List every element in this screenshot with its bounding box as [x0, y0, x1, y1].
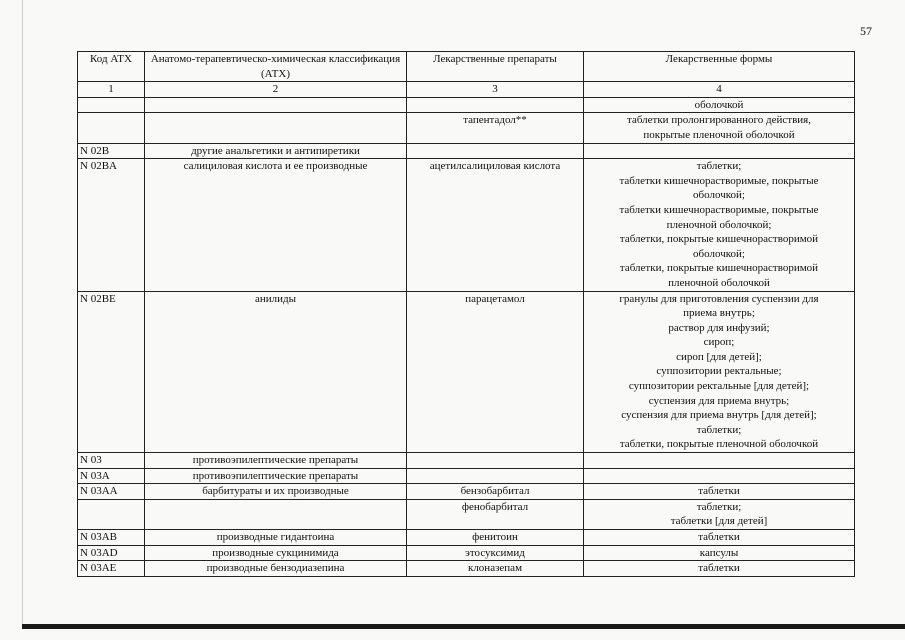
dosage-form-line: таблетки, покрытые кишечнорастворимой	[619, 233, 819, 246]
dosage-forms-cell	[584, 499, 855, 529]
classification-cell: производные гидантоина	[145, 530, 407, 546]
dosage-form-line: таблетки, покрытые пленочной оболочкой	[619, 438, 819, 451]
dosage-form-line: приема внутрь;	[683, 307, 755, 320]
drug-cell: бензобарбитал	[407, 484, 584, 500]
drug-cell: тапентадол**	[407, 113, 584, 143]
dosage-form-line: капсулы	[699, 546, 739, 559]
table-row	[78, 159, 855, 291]
atx-code-cell	[78, 113, 145, 143]
dosage-form-line: таблетки [для детей]	[670, 515, 768, 528]
header-drugs: Лекарственные препараты	[407, 52, 584, 82]
header-atx-code: Код АТХ	[78, 52, 145, 82]
table-row	[78, 499, 855, 529]
dosage-form-line: сироп [для детей];	[676, 350, 762, 363]
atx-code-cell: N 03AD	[78, 545, 145, 561]
classification-cell: противоэпилептические препараты	[145, 468, 407, 484]
drug-cell: фенобарбитал	[407, 499, 584, 529]
drug-cell: фенитоин	[407, 530, 584, 546]
dosage-form-line: покрытые пленочной оболочкой	[643, 128, 795, 141]
table-row	[78, 545, 855, 561]
drug-cell: ацетилсалициловая кислота	[407, 159, 584, 291]
table-row	[78, 530, 855, 546]
dosage-forms-cell	[584, 530, 855, 546]
table-row	[78, 468, 855, 484]
dosage-forms-cell	[584, 453, 855, 469]
drug-cell: этосуксимид	[407, 545, 584, 561]
dosage-form-line: таблетки;	[696, 500, 742, 513]
dosage-forms-cell	[584, 97, 855, 113]
classification-cell: производные сукцинимида	[145, 545, 407, 561]
dosage-form-line: раствор для инфузий;	[668, 321, 770, 334]
table-row	[78, 561, 855, 577]
page-number: 57	[860, 24, 872, 38]
atx-code-cell: N 03AE	[78, 561, 145, 577]
column-number: 2	[145, 82, 407, 98]
atx-code-cell: N 03	[78, 453, 145, 469]
dosage-forms-cell	[584, 545, 855, 561]
dosage-forms-cell	[584, 159, 855, 291]
dosage-forms-cell	[584, 291, 855, 453]
table-row	[78, 113, 855, 143]
dosage-forms-cell	[584, 113, 855, 143]
drug-cell	[407, 97, 584, 113]
classification-cell: противоэпилептические препараты	[145, 453, 407, 469]
classification-cell	[145, 499, 407, 529]
dosage-form-line: таблетки, покрытые кишечнорастворимой	[619, 262, 819, 275]
classification-cell: салициловая кислота и ее производные	[145, 159, 407, 291]
dosage-form-line: суспензия для приема внутрь;	[648, 394, 790, 407]
dosage-form-line: оболочкой;	[693, 189, 745, 202]
dosage-form-line: таблетки	[698, 531, 740, 543]
dosage-form-line: суппозитории ректальные [для детей];	[628, 380, 810, 393]
dosage-form-line: гранулы для приготовления суспензии для	[619, 292, 819, 305]
dosage-form-line: суспензия для приема внутрь [для детей];	[621, 409, 817, 422]
dosage-forms-cell	[584, 484, 855, 500]
classification-cell: барбитураты и их производные	[145, 484, 407, 500]
dosage-forms-cell	[584, 468, 855, 484]
atx-code-cell: N 03A	[78, 468, 145, 484]
classification-cell: другие анальгетики и антипиретики	[145, 143, 407, 159]
table-header-row	[78, 52, 855, 82]
classification-cell: анилиды	[145, 291, 407, 453]
atx-drug-table	[77, 51, 855, 577]
dosage-form-line: таблетки;	[696, 423, 742, 436]
dosage-forms-cell	[584, 561, 855, 577]
table-row	[78, 291, 855, 453]
scan-left-edge	[22, 0, 23, 629]
atx-code-cell	[78, 499, 145, 529]
column-number: 1	[78, 82, 145, 98]
atx-code-cell: N 03AA	[78, 484, 145, 500]
dosage-form-line: таблетки	[698, 562, 740, 575]
drug-cell: клоназепам	[407, 561, 584, 577]
column-number-row	[78, 82, 855, 98]
table-row	[78, 453, 855, 469]
atx-code-cell	[78, 97, 145, 113]
header-dosage-forms: Лекарственные формы	[584, 52, 855, 82]
atx-code-cell: N 02B	[78, 143, 145, 159]
dosage-form-line: таблетки;	[696, 160, 742, 173]
column-number: 4	[584, 82, 855, 98]
table-row	[78, 143, 855, 159]
drug-cell	[407, 468, 584, 484]
classification-cell	[145, 113, 407, 143]
dosage-form-line: пленочной оболочкой	[668, 276, 770, 289]
classification-cell: производные бензодиазепина	[145, 561, 407, 577]
dosage-form-line: оболочкой	[694, 98, 744, 111]
atx-code-cell: N 02BA	[78, 159, 145, 291]
dosage-form-line: суппозитории ректальные;	[656, 365, 782, 378]
table-row	[78, 484, 855, 500]
header-classification: Анатомо-терапевтическо-химическая классификация (АТХ)	[145, 52, 407, 82]
dosage-form-line: сироп;	[703, 336, 735, 349]
scan-bottom-border	[22, 624, 905, 629]
table-body	[78, 97, 855, 576]
atx-code-cell: N 03AB	[78, 530, 145, 546]
drug-cell	[407, 453, 584, 469]
dosage-form-line: таблетки пролонгированного действия,	[627, 114, 811, 127]
dosage-form-line: пленочной оболочкой;	[666, 218, 772, 231]
atx-code-cell: N 02BE	[78, 291, 145, 453]
column-number: 3	[407, 82, 584, 98]
classification-cell	[145, 97, 407, 113]
drug-cell	[407, 143, 584, 159]
dosage-form-line: таблетки кишечнорастворимые, покрытые	[619, 174, 819, 187]
dosage-form-line: таблетки	[698, 485, 740, 498]
dosage-form-line: таблетки кишечнорастворимые, покрытые	[619, 203, 819, 216]
drug-cell: парацетамол	[407, 291, 584, 453]
table-row	[78, 97, 855, 113]
dosage-forms-cell	[584, 143, 855, 159]
dosage-form-line: оболочкой;	[693, 247, 745, 260]
